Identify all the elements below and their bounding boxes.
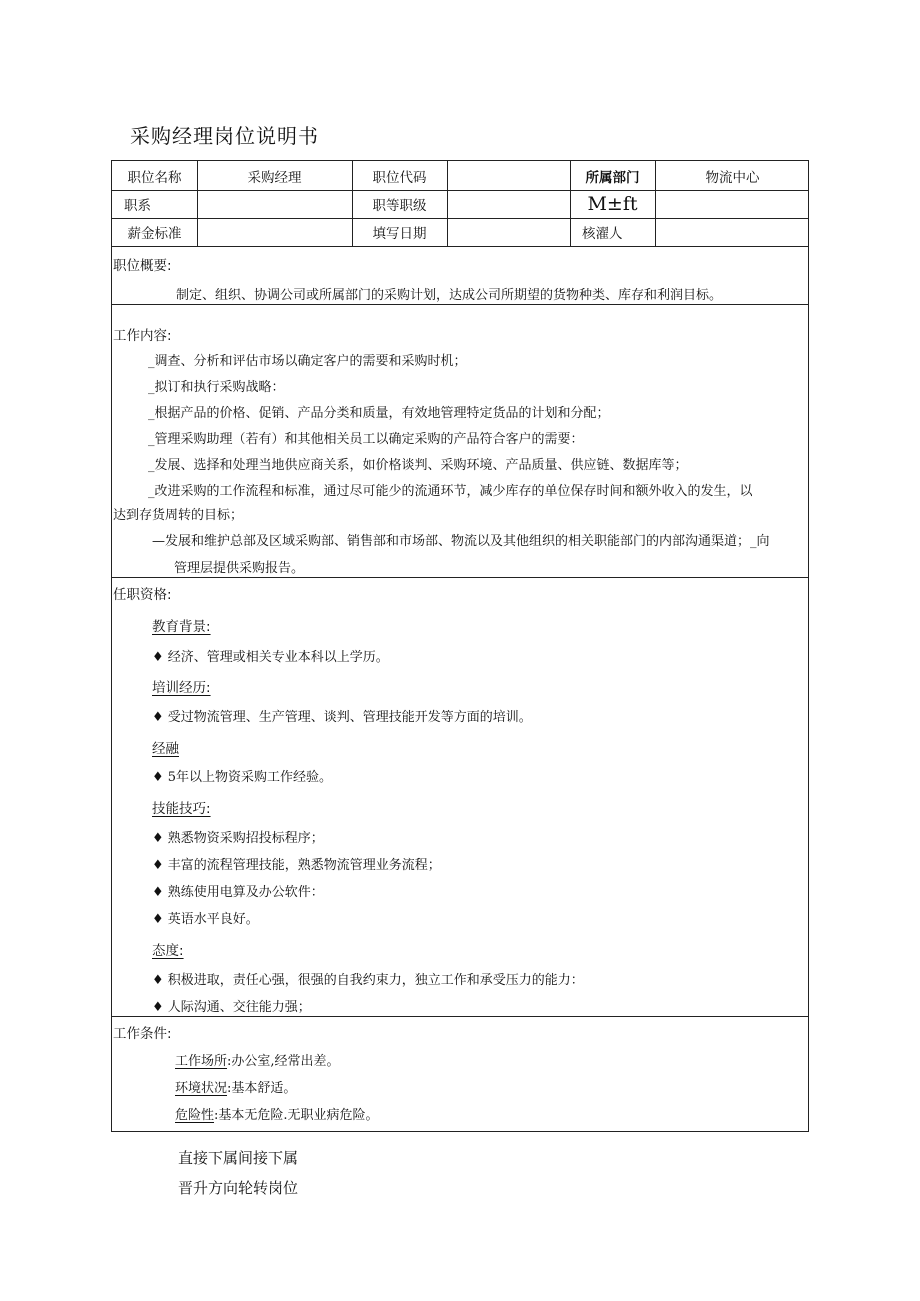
value-garbled-field [655,190,810,218]
section-divider [112,1016,808,1017]
skill-item: ♦ 熟悉物资采购招投标程序； [152,831,324,846]
condition-item [175,1050,340,1069]
overview-text: 制定、组织、协调公司或所属部门的采购计划，达成公司所期望的货物种类、库存和利润目标。 [176,288,723,303]
work-item: —发展和维护总部及区域采购部、销售部和市场部、物流以及其他组织的相关职能部门的内部沟通渠道；_向 [152,534,770,549]
condition-label: 环境状况 [175,1081,228,1096]
job-description-form [111,160,809,1132]
label-fill-date: 填写日期 [372,226,427,242]
skill-item: ♦ 熟练使用电算及办公软件： [152,885,324,900]
subtitle-education: 教育背景: [152,619,211,635]
condition-label: 工作场所 [175,1054,228,1069]
subtitle-attitude: 态度: [152,943,184,959]
training-item: ♦ 受过物流管理、生产管理、谈判、管理技能开发等方面的培训。 [152,710,532,725]
label-grade-level: 职等职级 [372,198,427,214]
section-title-conditions: 工作条件: [113,1026,172,1042]
skill-item: ♦ 丰富的流程管理技能，熟悉物流管理业务流程； [152,858,441,873]
condition-label: 危险性 [175,1108,215,1123]
value-position-name: 采购经理 [247,169,302,186]
section-divider [112,577,808,578]
section-title-qualifications: 任职资格: [113,587,172,603]
condition-item [175,1104,379,1123]
work-item-continuation: 达到存货周转的目标； [113,508,244,523]
value-approver [655,218,810,246]
work-item: _根据产品的价格、促销、产品分类和质量，有效地管理特定货品的计划和分配； [148,406,610,421]
work-item: _发展、选择和处理当地供应商关系，如价格谈判、采购环境、产品质量、供应链、数据库等； [148,458,688,473]
attitude-item: ♦ 积极进取，责任心强，很强的自我约束力，独立工作和承受压力的能力： [152,973,584,988]
section-title-work-content: 工作内容: [113,328,172,344]
promotion-line: 晋升方向轮转岗位 [178,1179,299,1197]
section-divider [112,304,808,305]
work-item-continuation: 管理层提供采购报告。 [174,561,305,576]
work-item: _改进采购的工作流程和标准，通过尽可能少的流通环节，减少库存的单位保存时间和额外收入的发生，以 [148,484,753,499]
value-position-code [447,161,570,190]
section-title-overview: 职位概要: [113,258,172,274]
label-salary: 薪金标准 [127,226,182,242]
condition-value: :基本无危险.无职业病危险。 [214,1108,379,1123]
label-position-code: 职位代码 [372,169,427,186]
work-item: _拟订和执行采购战略： [148,380,285,395]
condition-value: :办公室,经常出差。 [227,1054,340,1069]
experience-item: ♦ 5年以上物资采购工作经验。 [152,770,333,785]
subordinates-line: 直接下属间接下属 [178,1149,299,1167]
row-divider [112,246,808,247]
label-position-name: 职位名称 [127,169,182,186]
subtitle-skills: 技能技巧: [152,801,211,817]
value-salary [197,218,352,246]
work-item: _管理采购助理（若有）和其他相关员工以确定采购的产品符合客户的需要： [148,432,584,447]
attitude-item: ♦ 人际沟通、交往能力强； [152,1000,311,1015]
label-job-family: 职系 [124,198,151,214]
skill-item: ♦ 英语水平良好。 [152,912,259,927]
value-job-family [197,190,352,218]
value-grade-level [447,190,570,218]
label-department: 所属部门 [585,169,640,186]
value-fill-date [447,218,570,246]
education-item: ♦ 经济、管理或相关专业本科以上学历。 [152,650,389,665]
value-department: 物流中心 [705,169,760,186]
work-item: _调查、分析和评估市场以确定客户的需要和采购时机； [148,354,467,369]
condition-item [175,1077,296,1096]
label-garbled-field: M±ft [587,193,638,215]
condition-value: :基本舒适。 [227,1081,297,1096]
page-title: 采购经理岗位说明书 [130,124,319,148]
subtitle-experience: 经融 [152,741,179,757]
label-approver: 核濯人 [582,226,623,242]
subtitle-training: 培训经历: [152,680,211,696]
